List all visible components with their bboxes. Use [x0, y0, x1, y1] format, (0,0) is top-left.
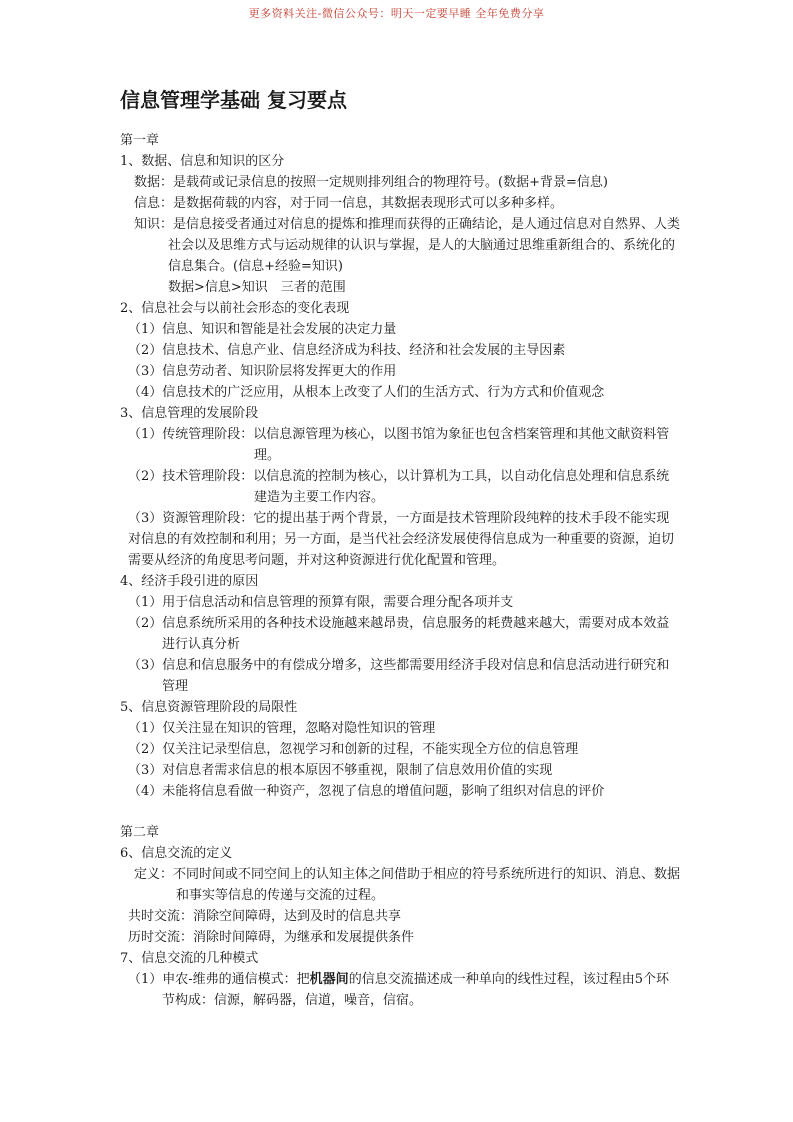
document-body — [120, 86, 680, 1011]
list-item: （1）用于信息活动和信息管理的预算有限，需要合理分配各项并支 — [128, 595, 514, 610]
list-item: （1）信息、知识和智能是社会发展的决定力量 — [128, 322, 397, 337]
stage-technical: （2）技术管理阶段：以信息流的控制为核心，以计算机为工具，以自动化信息处理和信息系统建造为主要工作内容。 — [128, 469, 670, 505]
model-emphasis: 机器间 — [309, 972, 349, 987]
list-item: （3）对信息者需求信息的根本原因不够重视，限制了信息效用价值的实现 — [128, 763, 553, 778]
model-suffix: 的信息交流描述成一种单向的线性过程，该过程由5个环节构成：信源，解码器，信道，噪音，信宿。 — [162, 972, 669, 1008]
knowledge-definition: 知识：是信息接受者通过对信息的提炼和推理而获得的正确结论，是人通过信息对自然界、人类社会以及思维方式与运动规律的认识与掌握，是人的大脑通过思维重新组合的、系统化的信息集合。(信息+经验=知识) — [134, 217, 681, 274]
list-item: （4）信息技术的广泛应用，从根本上改变了人们的生活方式、行为方式和价值观念 — [128, 385, 605, 400]
chapter-2-label: 第二章 — [120, 825, 160, 840]
shannon-weaver-model — [120, 969, 680, 1011]
synchronic-exchange: 共时交流：消除空间障碍，达到及时的信息共享 — [128, 909, 402, 924]
list-item: （3）信息劳动者、知识阶层将发挥更大的作用 — [128, 364, 397, 379]
scope-line: 数据>信息>知识 三者的范围 — [168, 280, 346, 295]
section-3-heading: 3、信息管理的发展阶段 — [120, 406, 259, 421]
section-4-heading: 4、经济手段引进的原因 — [120, 574, 259, 589]
stage-resource: （3）资源管理阶段：它的提出基于两个背景，一方面是技术管理阶段纯粹的技术手段不能实现对信息的有效控制和利用；另一方面，是当代社会经济发展使得信息成为一种重要的资源，迫切需要从经济的角度思考问题，并对这种资源进行优化配置和管理。 — [128, 511, 675, 568]
section-1-heading: 1、数据、信息和知识的区分 — [120, 154, 285, 169]
list-item: （3）信息和信息服务中的有偿成分增多，这些都需要用经济手段对信息和信息活动进行研究和管理 — [128, 658, 670, 694]
list-item: （2）仅关注记录型信息，忽视学习和创新的过程，不能实现全方位的信息管理 — [128, 742, 579, 757]
section-7-heading: 7、信息交流的几种模式 — [120, 951, 259, 966]
list-item: （2）信息技术、信息产业、信息经济成为科技、经济和社会发展的主导因素 — [128, 343, 566, 358]
data-definition: 数据：是载荷或记录信息的按照一定规则排列组合的物理符号。(数据+背景=信息) — [134, 175, 608, 190]
chapter-1-label: 第一章 — [120, 133, 160, 148]
stage-traditional: （1）传统管理阶段：以信息源管理为核心，以图书馆为象征也包含档案管理和其他文献资料管理。 — [128, 427, 670, 463]
section-2-heading: 2、信息社会与以前社会形态的变化表现 — [120, 301, 350, 316]
list-item: （1）仅关注显在知识的管理，忽略对隐性知识的管理 — [128, 721, 436, 736]
list-item: （2）信息系统所采用的各种技术设施越来越昂贵，信息服务的耗费越来越大，需要对成本效益进行认真分析 — [128, 616, 670, 652]
diachronic-exchange: 历时交流：消除时间障碍，为继承和发展提供条件 — [128, 930, 415, 945]
info-definition: 信息：是数据荷载的内容，对于同一信息，其数据表现形式可以多种多样。 — [134, 196, 564, 211]
list-item: （4）未能将信息看做一种资产，忽视了信息的增值问题，影响了组织对信息的评价 — [128, 784, 605, 799]
page-title: 信息管理学基础 复习要点 — [120, 88, 347, 112]
section-6-heading: 6、信息交流的定义 — [120, 846, 233, 861]
section-5-heading: 5、信息资源管理阶段的局限性 — [120, 700, 298, 715]
model-prefix: （1）申农-维弗的通信模式：把 — [128, 972, 310, 987]
exchange-definition: 定义：不同时间或不同空间上的认知主体之间借助于相应的符号系统所进行的知识、消息、数据和事实等信息的传递与交流的过程。 — [134, 867, 681, 903]
chapter-spacer — [120, 802, 680, 822]
header-banner: 更多资料关注-微信公众号：明天一定要早睡 全年免费分享 — [248, 7, 545, 20]
